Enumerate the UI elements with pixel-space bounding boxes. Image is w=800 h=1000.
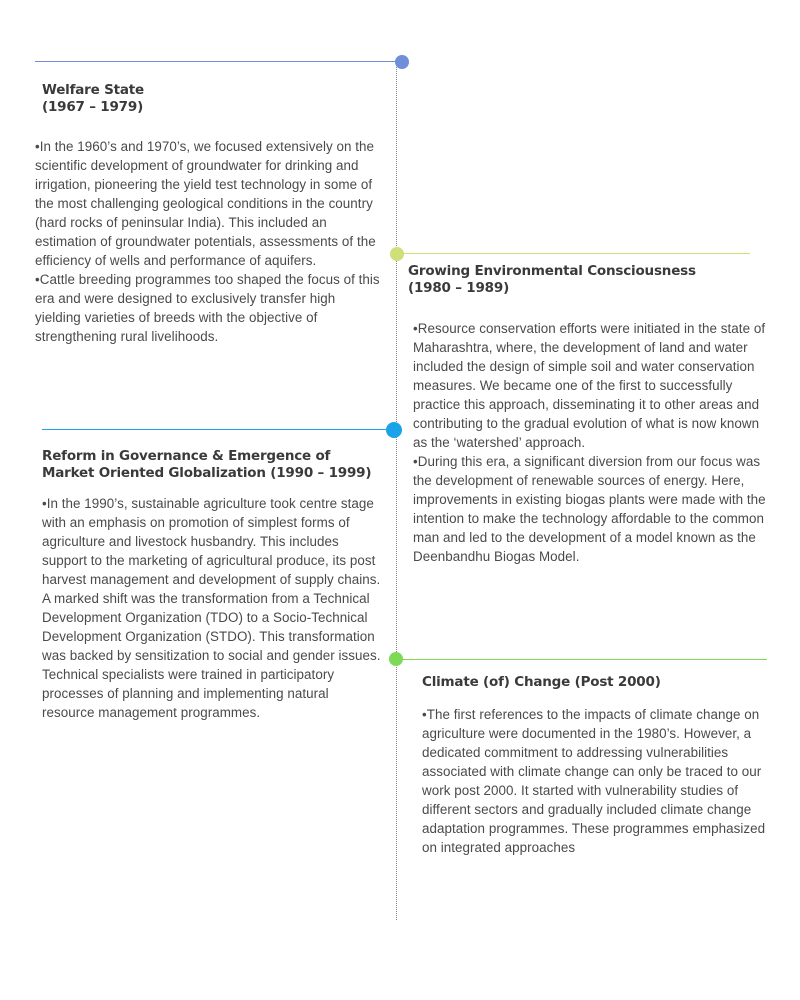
connector-line-1990 [42,429,394,430]
paragraph: •Resource conservation efforts were initiated in the state of Maharashtra, where, the development of land and water included the design of simple soil and water conservation measures. We became one of the first to successfully practice this approach, disseminating it to other areas and contributing to the gradual evolution of what is now known as the ‘watershed’ approach. [413,321,766,450]
section-environmental-consciousness [408,263,773,566]
paragraph: •In the 1990’s, sustainable agriculture took centre stage with an emphasis on promotion of simplest forms of agriculture and livestock husbandry. This includes support to the marketing of agricultural produce, its post harvest management and development of supply chains. A marked shift was the transformation from a Technical Development Organization (TDO) to a Socio-Technical Development Organization (STDO). This transformation was backed by sensitization to social and gender issues. Technical specialists were trained in participatory processes of planning and implementing natural resource management programmes. [42,496,381,720]
title-line-2: (1980 – 1989) [408,280,510,296]
title-line-1: Welfare State [42,82,144,98]
title-line-1: Growing Environmental Consciousness [408,263,696,279]
title-line-2: Market Oriented Globalization (1990 – 1999) [42,465,372,481]
section-welfare-state [35,82,380,346]
section-title [408,263,773,297]
connector-line-1967 [35,61,402,62]
connector-line-1980 [396,253,750,254]
section-body [422,705,772,857]
section-governance-reform [42,448,384,722]
section-title [42,448,384,482]
title-line-1: Reform in Governance & Emergence of [42,448,331,464]
paragraph: •Cattle breeding programmes too shaped the focus of this era and were designed to exclusively transfer high yielding varieties of breeds with the objective of strengthening rural livelihoods. [35,272,380,344]
paragraph: •In the 1960’s and 1970’s, we focused extensively on the scientific development of groundwater for drinking and irrigation, pioneering the yield test technology in some of the most challenging geological conditions in the country (hard rocks of peninsular India). This included an estimation of groundwater potentials, assessments of the efficiency of wells and performance of aquifers. [35,139,376,268]
timeline-dot-1990 [386,422,402,438]
connector-line-2000 [396,659,767,660]
section-title [422,674,772,691]
timeline-dot-1967 [395,55,409,69]
section-title [42,82,380,116]
paragraph: •During this era, a significant diversion from our focus was the development of renewable sources of energy. Here, improvements in existing biogas plants were made with the intention to make the technology affordable to the common man and led to the development of a model known as the Deenbandhu Biogas Model. [413,454,766,564]
section-body [35,137,380,346]
timeline-dot-2000 [389,652,403,666]
title-line-1: Climate (of) Change (Post 2000) [422,674,661,690]
section-body [413,319,773,566]
paragraph: •The first references to the impacts of climate change on agriculture were documented in the 1980’s. However, a dedicated commitment to addressing vulnerabilities associated with climate change can only be traced to our work post 2000. It started with vulnerability studies of different sectors and gradually included climate change adaptation programmes. These programmes emphasized on integrated approaches [422,707,766,855]
timeline-dot-1980 [390,247,404,261]
section-body [42,494,384,722]
section-climate-change [422,674,772,857]
title-line-2: (1967 – 1979) [42,99,144,115]
timeline-axis [396,62,397,920]
